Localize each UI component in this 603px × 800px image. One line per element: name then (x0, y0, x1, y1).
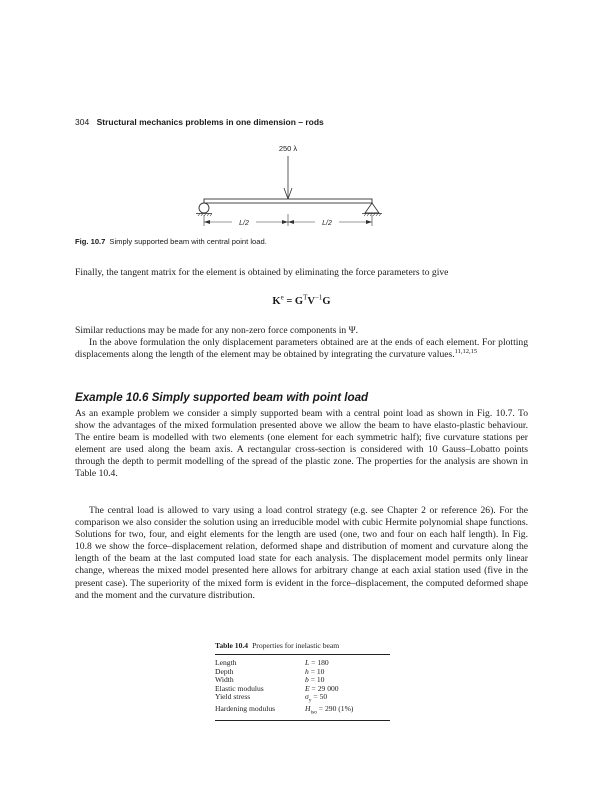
table-row: Width b = 10 (215, 675, 325, 685)
paragraph-2: Similar reductions may be made for any non-zero force components in Ψ. (75, 325, 359, 336)
paragraph-4: As an example problem we consider a simply supported beam with a central point load as shown in Fig. 10.7. To show the advantages of the mixed formulation presented above we allow the beam to have elasto-plastic behaviour. The entire beam is modelled with two elements (one element for each symmetric half); five curvature stations per element are used along the beam axis. A rectangular cross-section is considered with 10 Gauss–Lobatto points through the depth to permit modelling of the spread of the plastic zone. The properties for the analysis are shown in Table 10.4. (75, 408, 528, 480)
load-label: 250 λ (278, 144, 298, 153)
tangent-matrix-equation: $K^e = G^TV^{-1}G$ (272, 293, 331, 307)
table-row: Hardening modulus $H_{iso} = 290$ (1%) (215, 704, 354, 716)
right-span-label: L/2 (322, 220, 332, 227)
paragraph-3: In the above formulation the only displacement parameters obtained are at the ends of each element. For plotting displacements along the length of the element may be obtained by integrating the curvature values.$^{11,12,15}$ (75, 337, 528, 361)
properties-table (215, 641, 390, 721)
figure-caption-text: Simply supported beam with central point load. (109, 237, 267, 246)
example-heading: Example 10.6 Simply supported beam with point load (75, 391, 369, 404)
table-row: Yield stress $\sigma_y = 50$ (215, 692, 328, 704)
table-caption-number: Table 10.4 (215, 641, 249, 650)
table-caption-text: Properties for inelastic beam (252, 641, 340, 650)
paragraph-1: Finally, the tangent matrix for the element is obtained by eliminating the force parameters to give (75, 267, 449, 278)
table-row: Depth h = 10 (215, 666, 325, 676)
beam-figure (190, 142, 390, 234)
page-number: 304 (75, 117, 90, 127)
roller-support (199, 203, 209, 213)
table-row: Elastic modulus E = 29 000 (215, 683, 339, 693)
pin-support (365, 203, 379, 213)
running-header (75, 117, 324, 127)
running-title: Structural mechanics problems in one dimension – rods (96, 117, 324, 127)
paragraph-5: The central load is allowed to vary using a load control strategy (e.g. see Chapter 2 or reference 26). For the comparison we also consider the solution using an irreducible model with cubic Hermite polynomial shape functions. Solutions for two, four, and eight elements for the length are used (one, two and four on each half length). In Fig. 10.8 we show the force–displacement relation, deformed shape and distribution of moment and curvature along the length of the beam at the last computed load state for each analysis. The displacement model permits only linear change, whereas the mixed model presented here allows for arbitrary change at each axial station used (five in the present case). The superiority of the mixed form is evident in the force–displacement, the computed deformed shape and the moment and the curvature distribution. (75, 505, 528, 601)
table-row: Length L = 180 (215, 658, 329, 667)
figure-caption-number: Fig. 10.7 (75, 237, 106, 246)
table-body (215, 654, 390, 721)
citation-refs: 11,12,15 (454, 347, 478, 355)
figure-caption (75, 237, 267, 246)
left-span-label: L/2 (239, 220, 249, 227)
beam (204, 199, 372, 203)
beam-diagram (190, 142, 390, 234)
table-caption (215, 641, 390, 650)
